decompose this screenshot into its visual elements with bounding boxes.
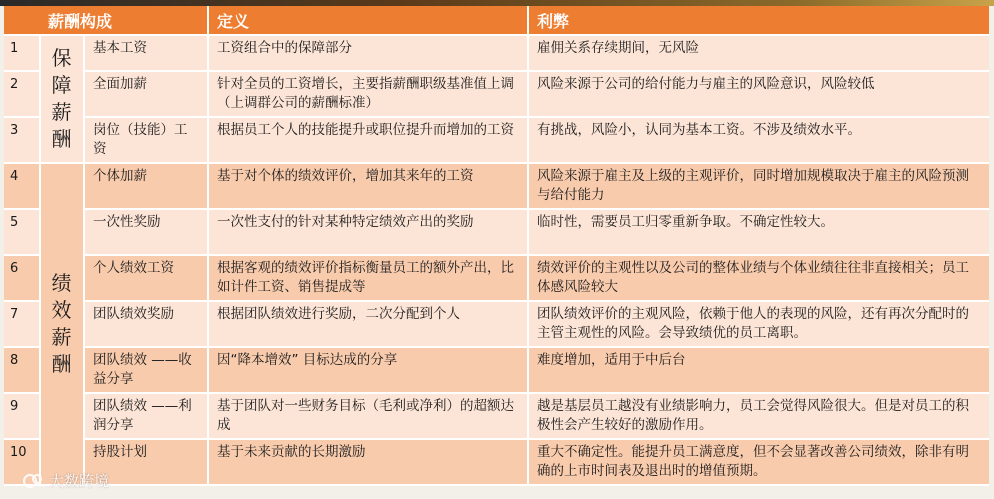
table-row xyxy=(4,439,989,485)
row-number: 4 xyxy=(4,163,40,209)
row-definition: 根据客观的绩效评价指标衡量员工的额外产出，比如计件工资、销售提成等 xyxy=(208,255,528,301)
header-pros-cons: 利弊 xyxy=(528,6,989,35)
compensation-table xyxy=(4,6,989,486)
row-number: 2 xyxy=(4,71,40,117)
row-number: 1 xyxy=(4,35,40,71)
row-pros-cons: 重大不确定性。能提升员工满意度，但不会显著改善公司绩效，除非有明确的上市时间表及退出时的增值预期。 xyxy=(528,439,989,485)
row-definition: 基于未来贡献的长期激励 xyxy=(208,439,528,485)
watermark xyxy=(22,470,109,491)
row-name: 团队绩效 ——利润分享 xyxy=(84,393,208,439)
row-pros-cons: 有挑战，风险小，认同为基本工资。不涉及绩效水平。 xyxy=(528,117,989,163)
row-pros-cons: 难度增加，适用于中后台 xyxy=(528,347,989,393)
row-definition: 针对全员的工资增长，主要指薪酬职级基准值上调（上调群公司的薪酬标准） xyxy=(208,71,528,117)
table-row xyxy=(4,347,989,393)
header-composition: 薪酬构成 xyxy=(4,6,208,35)
header-definition: 定义 xyxy=(208,6,528,35)
row-name: 个体加薪 xyxy=(84,163,208,209)
table-row xyxy=(4,393,989,439)
table-row xyxy=(4,163,989,209)
table-row xyxy=(4,117,989,163)
row-number: 7 xyxy=(4,301,40,347)
row-pros-cons: 团队绩效评价的主观风险，依赖于他人的表现的风险，还有再次分配时的主管主观性的风险。会导致绩优的员工离职。 xyxy=(528,301,989,347)
group-performance-pay: 绩效薪酬 xyxy=(40,163,84,485)
row-name: 团队绩效 ——收益分享 xyxy=(84,347,208,393)
row-definition: 根据员工个人的技能提升或职位提升而增加的工资 xyxy=(208,117,528,163)
row-number: 6 xyxy=(4,255,40,301)
header-row xyxy=(4,6,989,35)
row-pros-cons: 风险来源于公司的给付能力与雇主的风险意识，风险较低 xyxy=(528,71,989,117)
row-definition: 因“降本增效” 目标达成的分享 xyxy=(208,347,528,393)
row-name: 个人绩效工资 xyxy=(84,255,208,301)
table-row xyxy=(4,255,989,301)
row-name: 一次性奖励 xyxy=(84,209,208,255)
row-number: 5 xyxy=(4,209,40,255)
row-pros-cons: 雇佣关系存续期间，无风险 xyxy=(528,35,989,71)
row-pros-cons: 风险来源于雇主及上级的主观评价，同时增加规模取决于雇主的风险预测与给付能力 xyxy=(528,163,989,209)
table-row xyxy=(4,301,989,347)
row-number: 3 xyxy=(4,117,40,163)
row-name: 团队绩效奖励 xyxy=(84,301,208,347)
row-definition: 工资组合中的保障部分 xyxy=(208,35,528,71)
row-number: 10 xyxy=(4,439,40,485)
table-row xyxy=(4,209,989,255)
row-definition: 一次性支付的针对某种特定绩效产出的奖励 xyxy=(208,209,528,255)
row-name: 全面加薪 xyxy=(84,71,208,117)
row-name: 岗位（技能）工资 xyxy=(84,117,208,163)
row-pros-cons: 绩效评价的主观性以及公司的整体业绩与个体业绩往往非直接相关；员工体感风险较大 xyxy=(528,255,989,301)
row-definition: 基于对个体的绩效评价，增加其来年的工资 xyxy=(208,163,528,209)
group-guarantee-pay: 保障薪酬 xyxy=(40,35,84,163)
row-name: 持股计划 xyxy=(84,439,208,485)
row-name: 基本工资 xyxy=(84,35,208,71)
table-row xyxy=(4,71,989,117)
table-row xyxy=(4,35,989,71)
row-pros-cons: 越是基层员工越没有业绩影响力，员工会觉得风险很大。但是对员工的积极性会产生较好的激励作用。 xyxy=(528,393,989,439)
row-pros-cons: 临时性，需要员工归零重新争取。不确定性较大。 xyxy=(528,209,989,255)
brand-logo-icon xyxy=(22,471,44,491)
watermark-text: 大数跨境 xyxy=(49,472,110,490)
row-definition: 基于团队对一些财务目标（毛利或净利）的超额达成 xyxy=(208,393,528,439)
row-definition: 根据团队绩效进行奖励，二次分配到个人 xyxy=(208,301,528,347)
row-number: 8 xyxy=(4,347,40,393)
row-number: 9 xyxy=(4,393,40,439)
